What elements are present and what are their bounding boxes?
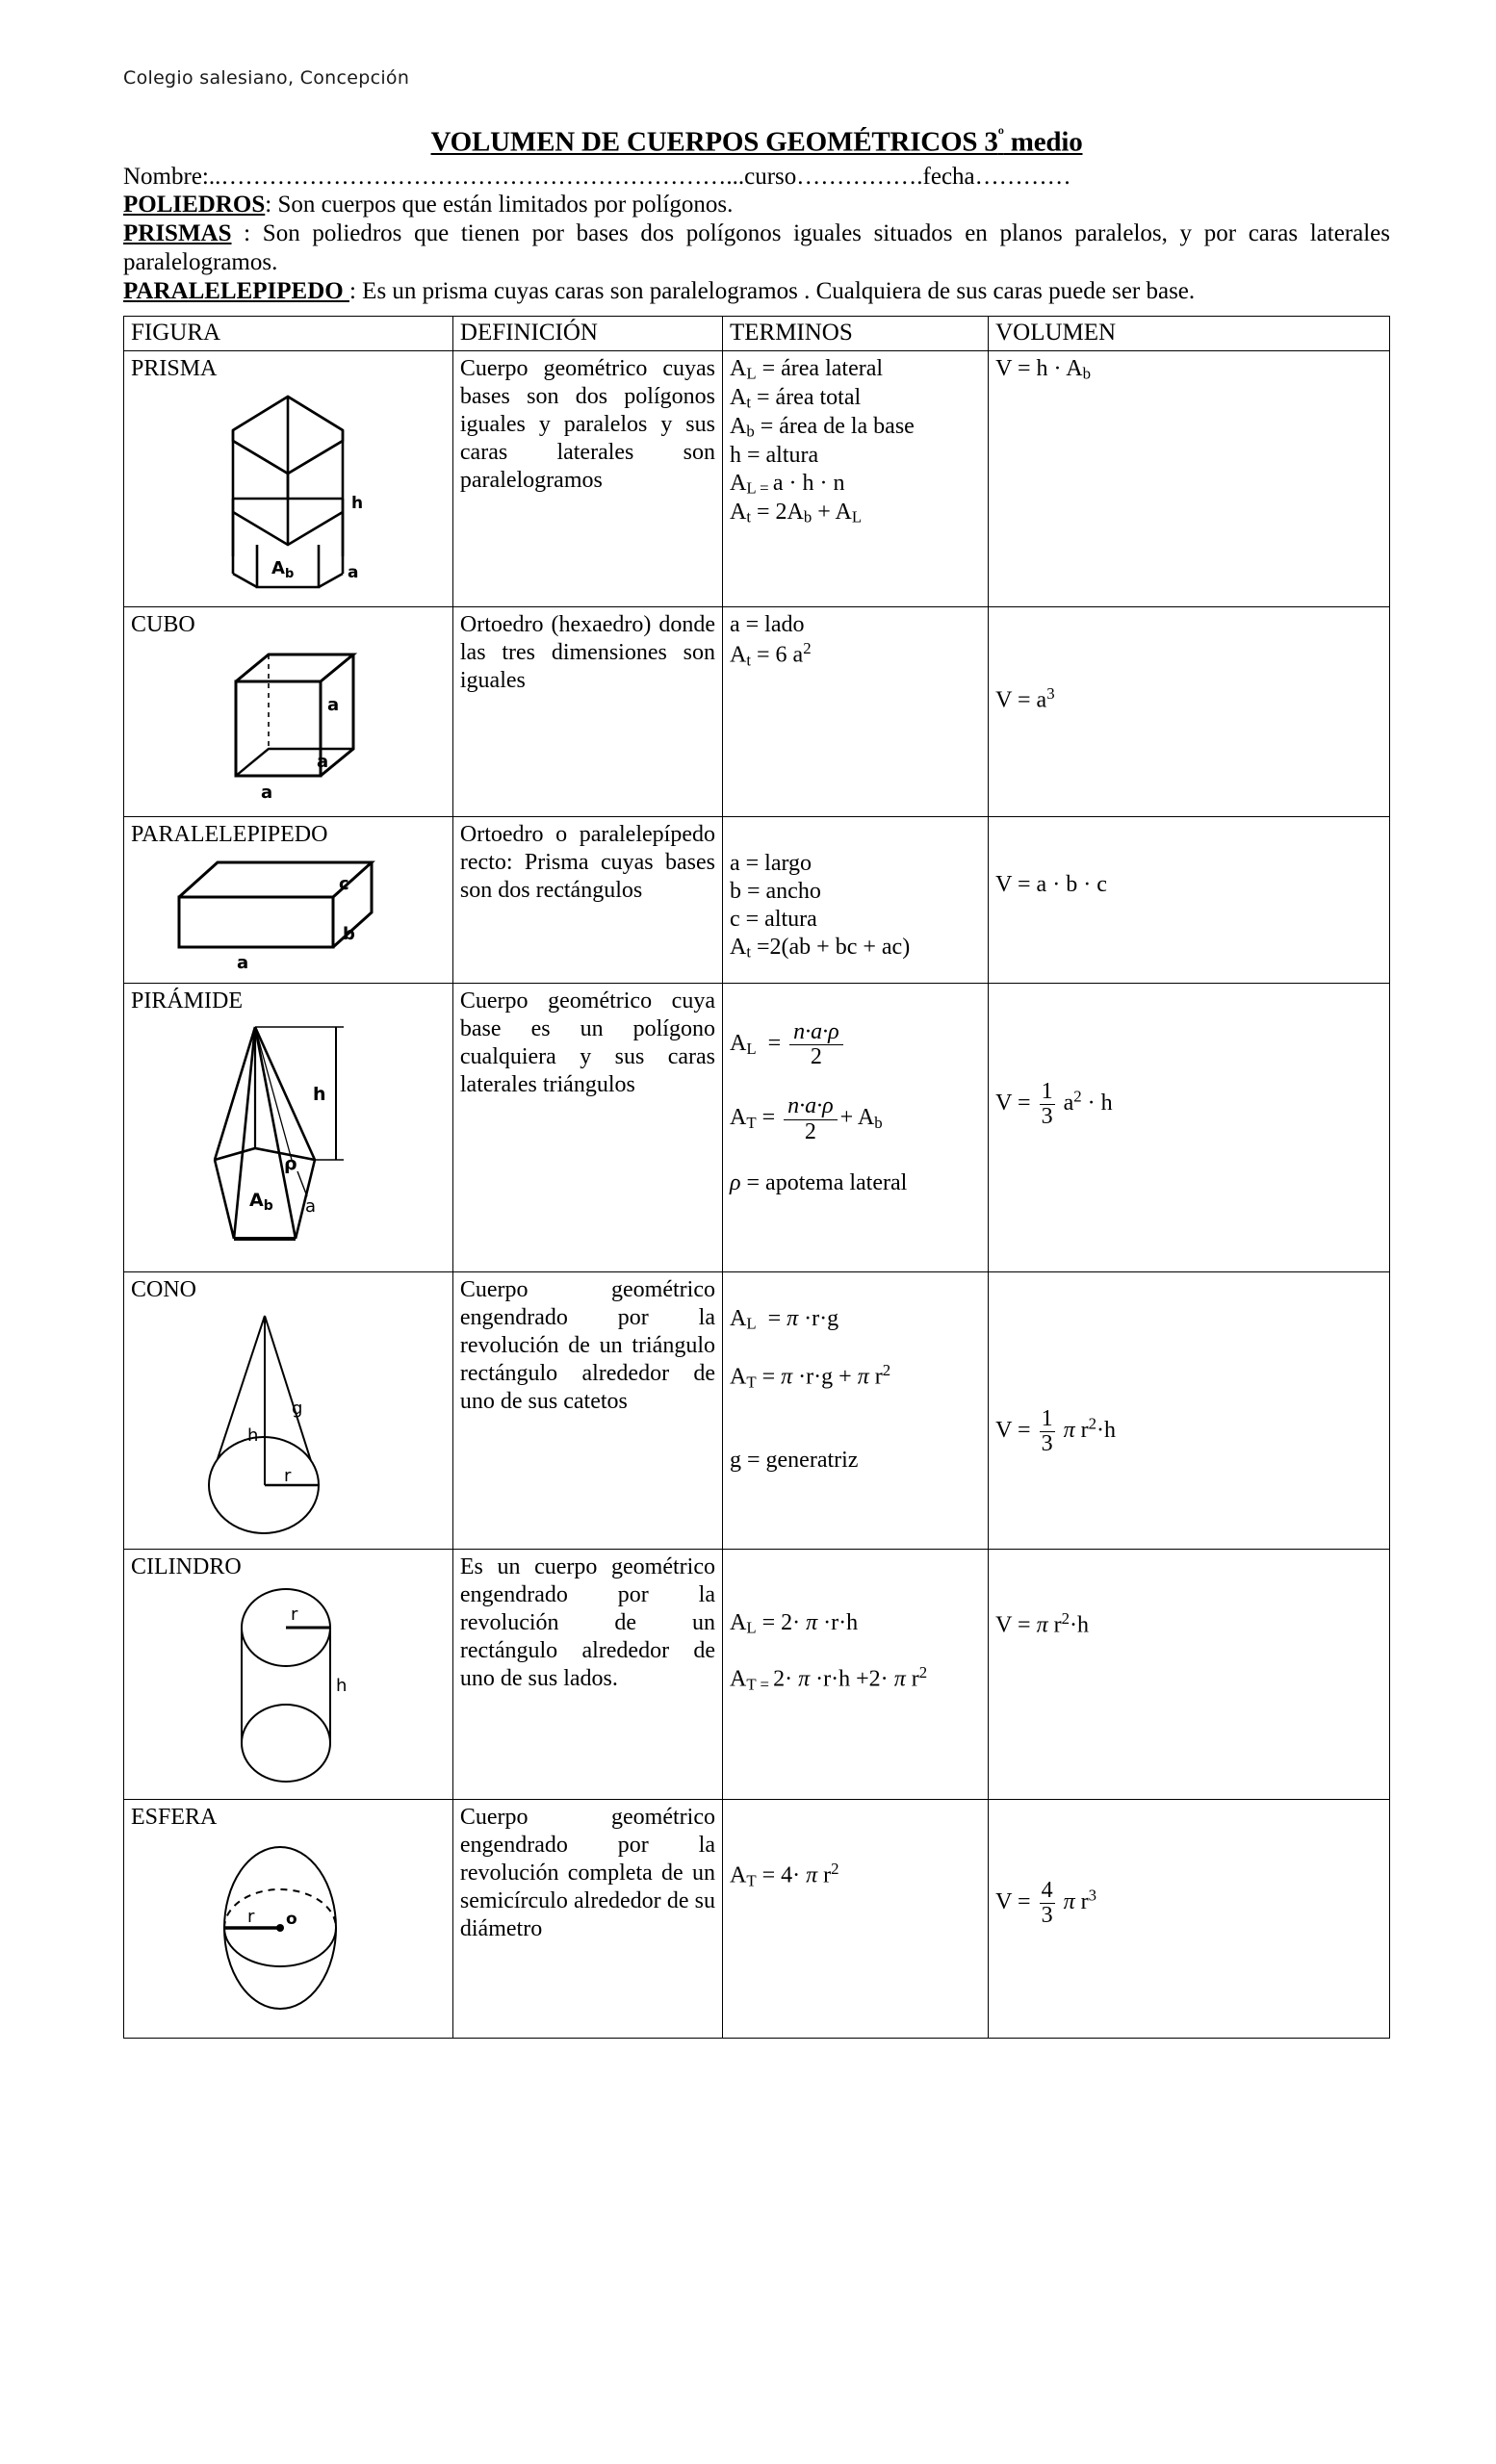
figure-name-cono: CONO [131,1277,197,1303]
fraction-AL [789,1020,843,1069]
cell-volume-prisma [989,350,1390,606]
term-rho-piramide: ρ = apotema lateral [729,1169,908,1195]
term-h: h = altura [729,442,819,468]
fraction-numerator: 1 [1041,1079,1053,1105]
fraction-denominator: 2 [789,1044,843,1069]
figure-name-piramide: PIRÁMIDE [131,988,244,1014]
cuboid-figure [131,851,446,979]
cell-terms-cono [722,1272,988,1550]
cell-definition-prisma: Cuerpo geométrico cuyas bases son dos polígonos iguales y paralelos y sus caras laterales son paralelogramos [452,350,722,606]
table-row [124,984,1390,1272]
keyword-paralelepipedo: PARALELEPIPEDO [123,277,349,304]
cell-terms-prisma [722,350,988,606]
cone-figure [131,1306,446,1545]
term-AL-formula: $A_{L =}$ a · h · n [729,470,845,498]
keyword-poliedros: POLIEDROS [123,191,266,218]
name-course-date-line: Nombre:..………………………………………………………...curso…………….fecha………… [123,163,1071,190]
figure-name-esfera: ESFERA [131,1805,218,1831]
cell-figure-paralelepipedo [124,817,453,984]
cell-volume-paralelepipedo [989,817,1390,984]
cell-figure-cilindro [124,1550,453,1800]
intro-block [123,191,1390,306]
fraction-AT [784,1094,838,1143]
cell-definition-paralelepipedo: Ortoedro o paralelepípedo recto: Prisma cuyas bases son dos rectángulos [452,817,722,984]
table-row [124,1272,1390,1550]
label-h: h [336,1676,348,1697]
cell-volume-piramide [989,984,1390,1272]
cell-definition-cilindro: Es un cuerpo geométrico engendrado por la revolución de un rectángulo alrededor de uno de sus lados. [452,1550,722,1800]
fraction-four-thirds [1040,1879,1055,1928]
term-At-cubo: $A_t = 6$ $a^2$ [729,639,812,670]
table-row [124,350,1390,606]
fraction-numerator: 1 [1041,1406,1053,1432]
label-rho: ρ [284,1153,298,1175]
cube-figure [131,641,446,812]
pyramid-figure [131,1017,446,1268]
term-b-ancho: b = ancho [729,879,821,905]
term-AL-cono: $A_L = \pi \cdot r\cdot g$ [729,1306,839,1333]
cell-definition-cono: Cuerpo geométrico engendrado por la revolución de un triángulo rectángulo alrededor de uno de sus catetos [452,1272,722,1550]
fraction-denominator: 3 [1041,1431,1053,1457]
term-a-lado: a = lado [729,611,805,637]
fraction-one-third [1040,1080,1055,1129]
label-o: o [286,1910,298,1930]
school-name: Colegio salesiano, Concepción [123,67,410,89]
volume-formula-prisma: $V = h \cdot A_b$ [995,355,1091,383]
sphere-figure [131,1834,446,2034]
label-h: h [351,493,364,513]
table-row [124,1800,1390,2039]
term-a-largo: a = largo [729,851,812,877]
geometry-formulas-table [123,316,1390,2040]
page-title [123,125,1390,159]
fraction-denominator: 3 [1041,1104,1053,1130]
label-c: c [339,874,350,895]
prism-figure [131,385,446,603]
label-a: a [237,953,249,972]
label-a-right: a [327,695,340,715]
table-row [124,1550,1390,1800]
page-title-tail: medio [1003,126,1083,158]
term-AT-esfera: $A_T = 4\cdot \pi$ $r^2$ [729,1860,839,1890]
figure-name-prisma: PRISMA [131,355,218,381]
fraction-numerator: n·a·ρ [793,1019,839,1045]
term-AL: $A_L$ = área lateral [729,355,884,383]
fraction-denominator: 3 [1041,1903,1053,1929]
cell-volume-cilindro [989,1550,1390,1800]
label-r: r [284,1466,292,1487]
column-header-figura: FIGURA [124,316,453,350]
label-a: a [348,562,359,582]
volume-formula-piramide: V = $\frac{1}{3}$ $a^2 \cdot h$ [995,1079,1113,1130]
cell-terms-cubo [722,606,988,816]
volume-formula-esfera: V = $\frac{4}{3}$ π $r^3$ [995,1878,1096,1929]
term-AL-piramide: $A_L$ = $\frac{n\cdot a\cdot\rho}{2}$ [730,988,981,1069]
label-b: b [343,924,356,945]
label-a-bottom: a [261,783,273,803]
term-At: $A_t$ = área total [729,384,862,412]
table-row [124,817,1390,984]
label-r: r [291,1604,298,1626]
cell-volume-cono [989,1272,1390,1550]
fraction-denominator: 2 [784,1119,838,1144]
label-r: r [247,1907,255,1928]
volume-formula-paralelepipedo: V = a · b · c [995,872,1107,898]
intro-poliedros-text: : Son cuerpos que están limitados por polígonos. [265,191,734,218]
cell-terms-piramide [722,984,988,1272]
cell-terms-paralelepipedo [722,817,988,984]
cell-terms-esfera [722,1800,988,2039]
intro-prismas-text: : Son poliedros que tienen por bases dos polígonos iguales situados en planos paralelos, y por caras laterales paralelogramos. [123,219,1390,275]
cell-figure-cubo [124,606,453,816]
column-header-definicion: DEFINICIÓN [452,316,722,350]
label-Ab: $A_b$ [249,1190,274,1215]
label-Ab: $A_b$ [271,557,295,581]
intro-paralelepipedo-text: : Es un prisma cuyas caras son paralelogramos . Cualquiera de sus caras puede ser base. [348,277,1196,304]
cell-figure-cono [124,1272,453,1550]
cylinder-figure [131,1583,446,1795]
term-AT-cilindro: $A_{T =}$ 2· π ·r·h +2· π $r^2$ [729,1663,928,1694]
term-Ab: $A_b$ = área de la base [729,413,915,441]
label-a: a [305,1196,317,1218]
label-g: g [292,1399,303,1420]
table-header-row [124,316,1390,350]
intro-paralelepipedo [123,277,1390,306]
volume-formula-cilindro: V = π $r^2\cdot h$ [995,1609,1089,1638]
cell-volume-esfera [989,1800,1390,2039]
table-row [124,606,1390,816]
figure-name-cilindro: CILINDRO [131,1554,242,1580]
fraction-one-third [1040,1407,1055,1456]
page-title-main: VOLUMEN DE CUERPOS GEOMÉTRICOS 3 [430,126,998,158]
term-g-cono: g = generatriz [729,1447,859,1473]
term-c-altura: c = altura [729,907,817,933]
volume-formula-cubo: $V = a^3$ [995,683,1055,713]
label-a-depth: a [317,752,329,772]
term-AL-cilindro: $A_L = 2\cdot \pi \cdot r\cdot h$ [729,1610,859,1637]
cell-definition-piramide: Cuerpo geométrico cuya base es un polígono cualquiera y sus caras laterales triángulos [452,984,722,1272]
figure-name-cubo: CUBO [131,611,195,637]
fraction-numerator: n·a·ρ [787,1093,834,1119]
cell-terms-cilindro [722,1550,988,1800]
intro-poliedros [123,191,1390,219]
volume-formula-cono: V = $\frac{1}{3}$ π $r^2\cdot h$ [995,1406,1116,1457]
fraction-numerator: 4 [1041,1878,1053,1904]
cell-figure-prisma [124,350,453,606]
term-At-paralelepipedo: $A_t =2(ab$ + bc + ac) [729,935,911,962]
cell-figure-esfera [124,1800,453,2039]
term-At-formula: $A_t = 2A_b + A_L$ [729,499,863,526]
keyword-prismas: PRISMAS [123,219,232,246]
column-header-volumen: VOLUMEN [989,316,1390,350]
cell-volume-cubo [989,606,1390,816]
figure-name-paralelepipedo: PARALELEPIPEDO [131,822,328,848]
term-AT-piramide: $A_T$ = $\frac{n\cdot a\cdot\rho}{2}$ + $A_b$ [729,1093,883,1144]
label-h: h [247,1425,259,1447]
column-header-terminos: TERMINOS [722,316,988,350]
label-h: h [313,1084,326,1106]
cell-definition-cubo: Ortoedro (hexaedro) donde las tres dimensiones son iguales [452,606,722,816]
term-AT-cono: $A_T = \pi \cdot r\cdot g + \pi$ $r^2$ [729,1361,891,1392]
intro-prismas [123,219,1390,277]
cell-definition-esfera: Cuerpo geométrico engendrado por la revolución completa de un semicírculo alrededor de su diámetro [452,1800,722,2039]
page-title-ordinal: º [997,125,1004,145]
cell-figure-piramide [124,984,453,1272]
